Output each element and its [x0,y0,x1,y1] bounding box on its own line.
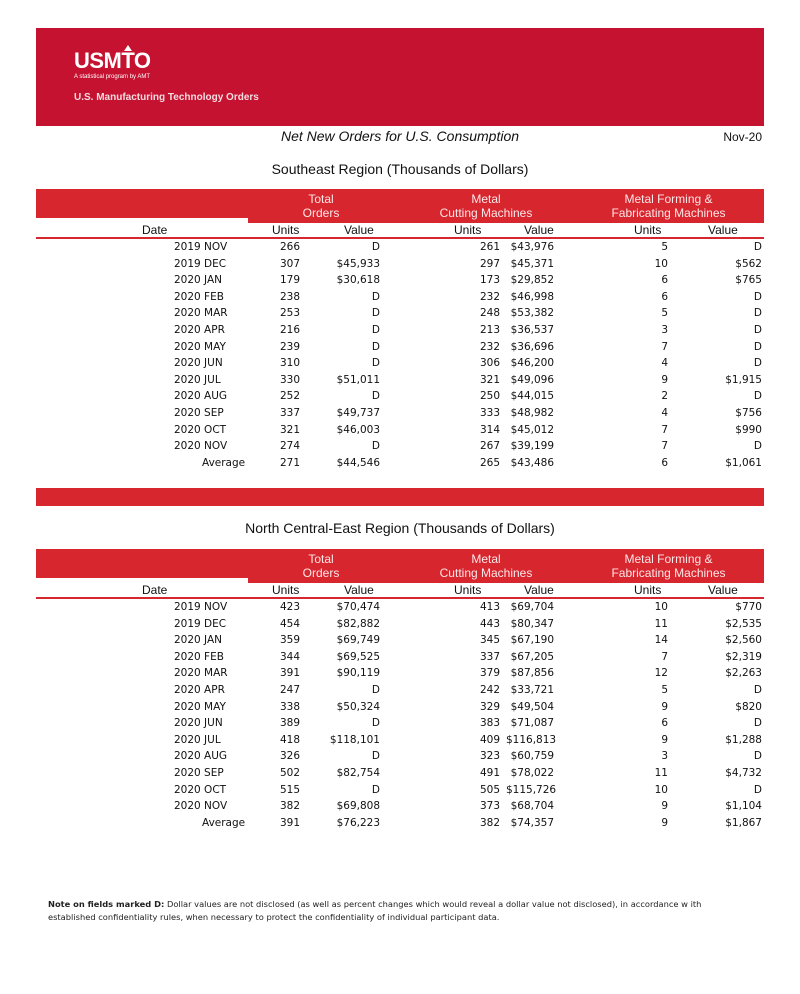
cell-cutting-value: $43,976 [510,241,554,253]
cell-total-units: 252 [279,390,300,403]
cell-cutting-units: 261 [479,241,500,253]
cell-forming-value: D [753,717,762,730]
cell-date: 2020 MAR [174,667,228,680]
cell-cutting-value: $53,382 [510,307,554,320]
cell-cutting-units: 329 [479,700,500,713]
column-header-row [36,223,764,239]
table-row [36,438,764,455]
cell-forming-value: D [753,390,762,403]
cell-forming-value: D [753,323,762,336]
cell-forming-value: D [753,783,762,796]
cell-cutting-units: 173 [479,274,500,287]
cell-cutting-units: 213 [479,323,500,336]
cell-total-value: D [371,717,380,730]
cell-cutting-units: 321 [479,373,500,386]
column-group-metal-forming [596,552,741,580]
cell-total-units: 266 [279,241,300,253]
cell-date: 2020 SEP [174,766,224,779]
cell-total-units: 515 [279,783,300,796]
cell-forming-units: 11 [654,617,668,630]
cell-date: 2020 NOV [174,440,228,453]
cell-total-value: $45,933 [336,257,380,270]
cell-total-value: $30,618 [336,274,380,287]
cell-cutting-units: 373 [479,800,500,813]
cell-forming-value: $2,560 [725,634,762,647]
cell-cutting-units: 250 [479,390,500,403]
cell-forming-units: 6 [661,717,668,730]
cell-date: 2020 MAY [174,340,226,353]
cell-cutting-value: $36,537 [510,323,554,336]
cell-cutting-value: $45,012 [510,423,554,436]
footnote-label: Note on fields marked D: [48,899,165,909]
cell-forming-units: 5 [661,241,668,253]
cell-date: 2020 JUN [174,357,223,370]
cell-date: 2020 MAR [174,307,228,320]
report-title: Net New Orders for U.S. Consumption [280,128,520,144]
cell-cutting-value: $29,852 [510,274,554,287]
cell-forming-units: 12 [654,667,668,680]
cell-forming-value: $756 [735,406,762,419]
cell-forming-units: 9 [661,373,668,386]
table-row [36,632,764,649]
cell-cutting-value: $49,504 [510,700,554,713]
cell-forming-units: 14 [654,634,668,647]
column-group-line: Metal [471,552,501,566]
cell-total-value: D [371,340,380,353]
column-group-line: Fabricating Machines [611,206,726,220]
cell-forming-value: $820 [735,700,762,713]
table-row [36,405,764,422]
table-row [36,665,764,682]
cell-cutting-value: $36,696 [510,340,554,353]
cell-date: 2020 OCT [174,423,227,436]
cell-forming-value: $765 [735,274,762,287]
column-group-line: Total [308,552,334,566]
header-banner [36,28,764,126]
table-row [36,682,764,699]
cell-forming-units: 9 [661,816,668,829]
cell-total-units: 216 [279,323,300,336]
table-header-band [36,189,764,223]
cell-cutting-units: 379 [479,667,500,680]
cell-forming-value: D [753,340,762,353]
cell-total-units: 454 [279,617,300,630]
table-row [36,239,764,256]
cell-forming-units: 6 [661,456,668,469]
cell-forming-value: D [753,307,762,320]
column-header-units: Units [634,223,662,237]
cell-forming-value: $1,288 [725,733,762,746]
cell-total-units: 382 [279,800,300,813]
cell-total-value: D [371,290,380,303]
column-header-units: Units [454,583,482,597]
column-group-line: Metal [471,192,501,206]
arrow-up-icon [124,45,132,51]
column-header-value: Value [344,223,374,237]
column-header-date: Date [142,583,168,597]
cell-cutting-units: 267 [479,440,500,453]
cell-forming-value: $4,732 [725,766,762,779]
cell-forming-units: 5 [661,307,668,320]
banner-subtitle: U.S. Manufacturing Technology Orders [74,92,259,103]
cell-total-units: 326 [279,750,300,763]
report-date: Nov-20 [723,130,762,144]
cell-total-value: $46,003 [336,423,380,436]
cell-cutting-units: 314 [479,423,500,436]
cell-forming-units: 10 [654,783,668,796]
cell-cutting-value: $46,200 [510,357,554,370]
average-row [36,815,764,832]
cell-total-value: D [371,323,380,336]
cell-forming-value: $1,061 [725,456,762,469]
cell-total-units: 391 [279,816,300,829]
table-row [36,322,764,339]
region-title: North Central-East Region (Thousands of Dollars) [245,520,555,536]
cell-date: 2020 JAN [174,274,223,287]
cell-cutting-value: $115,726 [506,783,557,796]
cell-forming-units: 11 [654,766,668,779]
cell-cutting-value: $39,199 [510,440,554,453]
column-header-units: Units [272,583,300,597]
cell-total-units: 359 [279,634,300,647]
cell-date: 2020 FEB [174,650,224,663]
column-group-line: Metal Forming & [624,192,713,206]
column-header-date: Date [142,223,168,237]
cell-cutting-units: 409 [479,733,500,746]
cell-date: 2020 NOV [174,800,228,813]
cell-total-value: D [371,307,380,320]
cell-forming-units: 9 [661,800,668,813]
cell-forming-units: 9 [661,733,668,746]
column-group-total-orders [276,552,366,580]
cell-cutting-units: 345 [479,634,500,647]
cell-cutting-value: $43,486 [510,456,554,469]
cell-cutting-units: 242 [479,683,500,696]
cell-forming-value: $1,915 [725,373,762,386]
table-row [36,305,764,322]
cell-forming-value: $1,104 [725,800,762,813]
logo-wordmark: USMTO [74,48,151,73]
table-row [36,272,764,289]
cell-total-value: D [371,750,380,763]
column-group-line: Cutting Machines [439,206,533,220]
cell-total-units: 418 [279,733,300,746]
cell-total-value: D [371,783,380,796]
table-row [36,256,764,273]
cell-total-units: 502 [279,766,300,779]
cell-forming-units: 2 [661,390,668,403]
cell-date: 2020 FEB [174,290,224,303]
cell-total-units: 321 [279,423,300,436]
cell-cutting-value: $49,096 [510,373,554,386]
cell-total-value: D [371,241,380,253]
cell-total-value: $69,808 [336,800,380,813]
cell-total-value: D [371,357,380,370]
column-group-line: Orders [302,566,340,580]
cell-cutting-units: 232 [479,290,500,303]
cell-forming-units: 9 [661,700,668,713]
cell-total-value: $90,119 [336,667,380,680]
table-row [36,372,764,389]
cell-forming-value: D [753,357,762,370]
cell-forming-units: 3 [661,750,668,763]
column-header-row [36,583,764,599]
cell-forming-value: D [753,440,762,453]
cell-cutting-units: 491 [479,766,500,779]
cell-forming-value: D [753,683,762,696]
cell-total-units: 423 [279,601,300,613]
column-group-line: Orders [302,206,340,220]
cell-total-value: $50,324 [336,700,380,713]
cell-date: 2020 JAN [174,634,223,647]
cell-total-value: $69,749 [336,634,380,647]
cell-total-units: 253 [279,307,300,320]
cell-total-value: $44,546 [336,456,380,469]
cell-forming-units: 4 [661,357,668,370]
cell-total-units: 239 [279,340,300,353]
cell-forming-value: $2,535 [725,617,762,630]
cell-cutting-value: $87,856 [510,667,554,680]
cell-date: 2020 AUG [174,390,228,403]
cell-total-value: $69,525 [336,650,380,663]
column-group-line: Fabricating Machines [611,566,726,580]
cell-total-units: 274 [279,440,300,453]
footnote [48,898,748,924]
table-row [36,699,764,716]
cell-cutting-value: $80,347 [510,617,554,630]
column-group-metal-cutting [426,552,546,580]
cell-date: 2020 MAY [174,700,226,713]
cell-forming-units: 7 [661,423,668,436]
cell-total-value: D [371,390,380,403]
cell-cutting-units: 333 [479,406,500,419]
cell-cutting-units: 337 [479,650,500,663]
cell-forming-value: $2,263 [725,667,762,680]
cell-date: 2019 NOV [174,601,228,613]
table-row [36,339,764,356]
cell-date: 2020 JUN [174,717,223,730]
section-separator-bar [36,488,764,506]
table-row [36,765,764,782]
cell-total-units: 307 [279,257,300,270]
table-row [36,748,764,765]
cell-cutting-value: $67,190 [510,634,554,647]
cell-total-value: $76,223 [336,816,380,829]
cell-cutting-value: $46,998 [510,290,554,303]
cell-forming-value: $770 [735,601,762,613]
cell-forming-units: 5 [661,683,668,696]
cell-date: 2020 APR [174,683,225,696]
cell-date: 2020 APR [174,323,225,336]
region-table-southeast [36,189,764,471]
cell-cutting-value: $69,704 [510,601,554,613]
cell-date: 2020 JUL [174,733,221,746]
cell-total-value: D [371,683,380,696]
cell-cutting-value: $67,205 [510,650,554,663]
cell-total-value: $118,101 [329,733,380,746]
cell-date: 2020 OCT [174,783,227,796]
cell-cutting-units: 383 [479,717,500,730]
table-row [36,732,764,749]
cell-forming-units: 7 [661,340,668,353]
cell-forming-units: 3 [661,323,668,336]
table-row [36,649,764,666]
column-header-units: Units [272,223,300,237]
table-row [36,289,764,306]
cell-total-units: 330 [279,373,300,386]
table-row [36,798,764,815]
cell-cutting-units: 505 [479,783,500,796]
cell-total-value: $82,754 [336,766,380,779]
cell-forming-value: $2,319 [725,650,762,663]
cell-total-value: $82,882 [336,617,380,630]
table-row [36,355,764,372]
column-header-value: Value [708,583,738,597]
cell-cutting-units: 382 [479,816,500,829]
cell-date: 2019 DEC [174,257,227,270]
cell-cutting-units: 248 [479,307,500,320]
cell-cutting-value: $68,704 [510,800,554,813]
cell-forming-value: D [753,750,762,763]
cell-cutting-units: 443 [479,617,500,630]
cell-forming-units: 10 [654,257,668,270]
column-group-metal-forming [596,192,741,220]
column-header-value: Value [708,223,738,237]
cell-forming-value: $990 [735,423,762,436]
region-title: Southeast Region (Thousands of Dollars) [271,161,529,177]
cell-date: 2020 JUL [174,373,221,386]
cell-forming-units: 7 [661,650,668,663]
cell-date: 2020 AUG [174,750,228,763]
column-group-metal-cutting [426,192,546,220]
column-header-units: Units [634,583,662,597]
cell-total-value: D [371,440,380,453]
cell-total-units: 344 [279,650,300,663]
cell-date: 2019 DEC [174,617,227,630]
table-row [36,599,764,616]
usmto-logo [74,50,151,81]
cell-total-units: 238 [279,290,300,303]
cell-forming-units: 7 [661,440,668,453]
footnote-text: Dollar values are not disclosed (as well as percent changes which would reveal a dollar value not disclosed), in accordance w ith established confidentiality rules, when necessary to protect the confidentiality of individual participant data. [48,899,702,922]
column-group-line: Cutting Machines [439,566,533,580]
cell-cutting-value: $33,721 [510,683,554,696]
column-header-value: Value [524,583,554,597]
cell-date: 2020 SEP [174,406,224,419]
table-row [36,388,764,405]
cell-cutting-value: $60,759 [510,750,554,763]
cell-cutting-units: 306 [479,357,500,370]
cell-cutting-units: 323 [479,750,500,763]
table-header-band [36,549,764,583]
cell-forming-units: 4 [661,406,668,419]
column-group-line: Total [308,192,334,206]
table-row [36,616,764,633]
cell-total-value: $51,011 [336,373,380,386]
cell-cutting-value: $78,022 [510,766,554,779]
column-group-total-orders [276,192,366,220]
cell-total-units: 179 [279,274,300,287]
cell-cutting-value: $74,357 [510,816,554,829]
cell-cutting-units: 232 [479,340,500,353]
column-group-line: Metal Forming & [624,552,713,566]
cell-cutting-value: $71,087 [510,717,554,730]
cell-total-units: 247 [279,683,300,696]
column-header-value: Value [524,223,554,237]
cell-forming-value: $1,867 [725,816,762,829]
column-header-units: Units [454,223,482,237]
cell-date: Average [202,816,246,829]
cell-total-units: 338 [279,700,300,713]
table-body [36,599,764,831]
column-header-value: Value [344,583,374,597]
cell-forming-value: $562 [735,257,762,270]
cell-cutting-value: $48,982 [510,406,554,419]
cell-total-value: $49,737 [336,406,380,419]
table-row [36,422,764,439]
cell-total-units: 271 [279,456,300,469]
cell-total-units: 310 [279,357,300,370]
cell-date: Average [202,456,246,469]
cell-cutting-units: 413 [479,601,500,613]
cell-forming-units: 6 [661,290,668,303]
cell-cutting-value: $45,371 [510,257,554,270]
cell-forming-units: 10 [654,601,668,613]
cell-cutting-units: 265 [479,456,500,469]
cell-cutting-units: 297 [479,257,500,270]
cell-forming-units: 6 [661,274,668,287]
cell-total-units: 389 [279,717,300,730]
cell-total-units: 391 [279,667,300,680]
average-row [36,455,764,472]
logo-tagline: A statistical program by AMT [74,74,151,80]
cell-cutting-value: $44,015 [510,390,554,403]
cell-total-value: $70,474 [336,601,380,613]
table-body [36,239,764,471]
region-table-north-central-east [36,549,764,831]
cell-total-units: 337 [279,406,300,419]
cell-forming-value: D [753,290,762,303]
table-row [36,782,764,799]
table-row [36,715,764,732]
cell-cutting-value: $116,813 [506,733,557,746]
cell-date: 2019 NOV [174,241,228,253]
cell-forming-value: D [753,241,762,253]
